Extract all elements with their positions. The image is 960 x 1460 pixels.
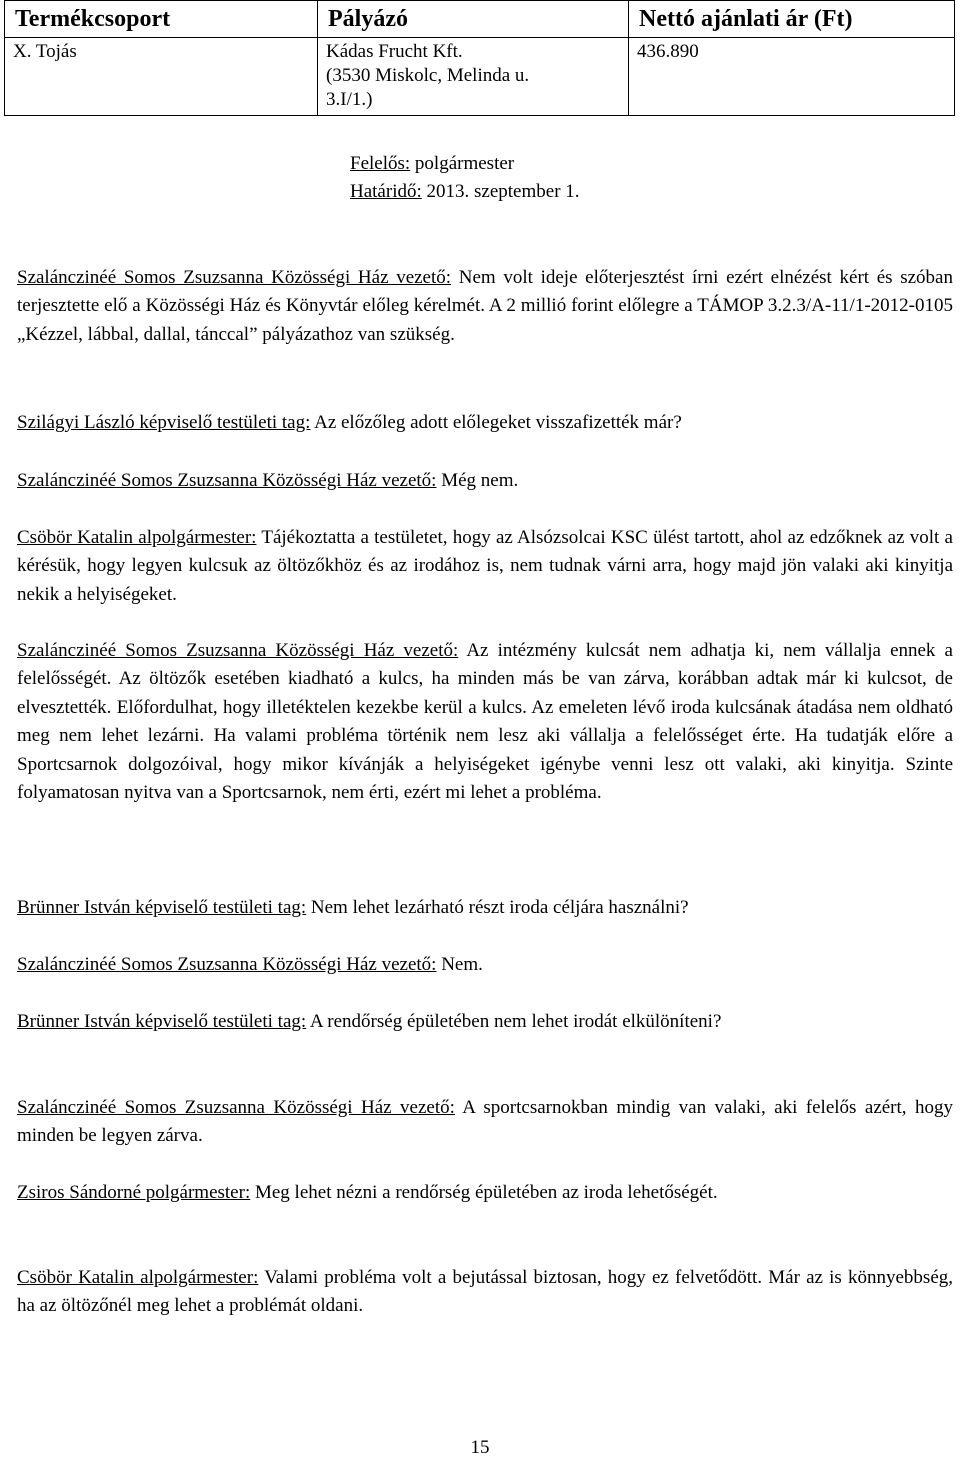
paragraph-3 xyxy=(17,467,953,495)
table-header-row xyxy=(5,1,955,38)
deadline-value: 2013. szeptember 1. xyxy=(421,181,580,202)
paragraph-1 xyxy=(17,264,953,349)
header-product-group: Termékcsoport xyxy=(5,1,318,38)
statement: Az intézmény kulcsát nem adhatja ki, nem vállalja ennek a felelősségét. Az öltözők esetében kiadható a kulcs, ha minden más be van zárva, korábban adtak már ki kulcsot, de elvesztették. Előfordulhat, hogy illetéktelen kezekbe kerül a kulcs. Az emeleten lévő iroda kulcsának átadása nem oldható meg nem lehet lezárni. Ha valami probléma történik nem lesz aki vállalja a felelősséget érte. Ha tudatják előre a Sportcsarnok dolgozóival, hogy mikor kívánják a helyiségeket igénybe venni lesz ott valaki, aki kinyitja. Szinte folyamatosan nyitva van a Sportcsarnok, nem érti, ezért mi lehet a probléma. xyxy=(17,640,953,804)
speaker: Szalánczinéé Somos Zsuzsanna Közösségi Ház vezető: xyxy=(17,1097,455,1118)
applicant-address-1: (3530 Miskolc, Melinda u. xyxy=(326,65,530,86)
speaker: Csöbör Katalin alpolgármester: xyxy=(17,527,257,548)
paragraph-4 xyxy=(17,524,953,609)
deadline-line xyxy=(350,178,750,206)
statement: Nem lehet lezárható részt iroda céljára használni? xyxy=(306,897,689,918)
applicant-name: Kádas Frucht Kft. xyxy=(326,41,463,62)
page-number: 15 xyxy=(470,1437,490,1458)
paragraph-10 xyxy=(17,1179,953,1207)
cell-price: 436.890 xyxy=(629,38,955,116)
statement: A sportcsarnokban mindig van valaki, aki felelős azért, hogy minden be legyen zárva. xyxy=(17,1097,953,1147)
deadline-label: Határidő: xyxy=(350,181,422,202)
offer-table xyxy=(4,0,955,116)
statement: Nem. xyxy=(436,954,483,975)
responsible-block xyxy=(350,150,750,206)
responsible-value: polgármester xyxy=(410,153,515,174)
cell-product: X. Tojás xyxy=(5,38,318,116)
responsible-label: Felelős: xyxy=(350,153,411,174)
statement: Még nem. xyxy=(436,470,519,491)
statement: Valami probléma volt a bejutással biztosan, hogy ez felvetődött. Már az is könnyebbség, ha az öltözőnél meg lehet a problémát oldani. xyxy=(17,1267,953,1317)
cell-applicant xyxy=(318,38,629,116)
paragraph-9 xyxy=(17,1094,953,1151)
table-row xyxy=(5,38,955,116)
speaker: Szalánczinéé Somos Zsuzsanna Közösségi Ház vezető: xyxy=(17,640,459,661)
paragraph-6 xyxy=(17,894,953,922)
paragraph-11 xyxy=(17,1264,953,1321)
speaker: Csöbör Katalin alpolgármester: xyxy=(17,1267,259,1288)
applicant-address-2: 3.I/1.) xyxy=(326,89,373,110)
statement: Tájékoztatta a testületet, hogy az Alsózsolcai KSC ülést tartott, ahol az edzőknek az volt a kérésük, hogy legyen kulcsuk az öltözőkhöz és az irodához is, nem tudnak várni arra, hogy majd jön valaki aki kinyitja nekik a helyiségeket. xyxy=(17,527,953,605)
speaker: Szalánczinéé Somos Zsuzsanna Közösségi Ház vezető: xyxy=(17,470,437,491)
header-net-price: Nettó ajánlati ár (Ft) xyxy=(629,1,955,38)
paragraph-5 xyxy=(17,637,953,807)
speaker: Szalánczinéé Somos Zsuzsanna Közösségi Ház vezető: xyxy=(17,954,437,975)
paragraph-2 xyxy=(17,409,953,437)
statement: Meg lehet nézni a rendőrség épületében az iroda lehetőségét. xyxy=(250,1182,718,1203)
paragraph-8 xyxy=(17,1008,953,1036)
speaker: Szalánczinéé Somos Zsuzsanna Közösségi Ház vezető: xyxy=(17,267,452,288)
speaker: Szilágyi László képviselő testületi tag: xyxy=(17,412,311,433)
statement: Nem volt ideje előterjesztést írni ezért elnézést kért és szóban terjesztette elő a Közösségi Ház és Könyvtár előleg kérelmét. A 2 millió forint előlegre a TÁMOP 3.2.3/A-11/1-2012-0105 „Kézzel, lábbal, dallal, tánccal” pályázathoz van szükség. xyxy=(17,267,953,345)
speaker: Brünner István képviselő testületi tag: xyxy=(17,897,307,918)
responsible-line xyxy=(350,150,750,178)
speaker: Brünner István képviselő testületi tag: xyxy=(17,1011,307,1032)
paragraph-7 xyxy=(17,951,953,979)
speaker: Zsiros Sándorné polgármester: xyxy=(17,1182,251,1203)
header-applicant: Pályázó xyxy=(318,1,629,38)
statement: Az előzőleg adott előlegeket visszafizették már? xyxy=(310,412,682,433)
statement: A rendőrség épületében nem lehet irodát elkülöníteni? xyxy=(306,1011,722,1032)
